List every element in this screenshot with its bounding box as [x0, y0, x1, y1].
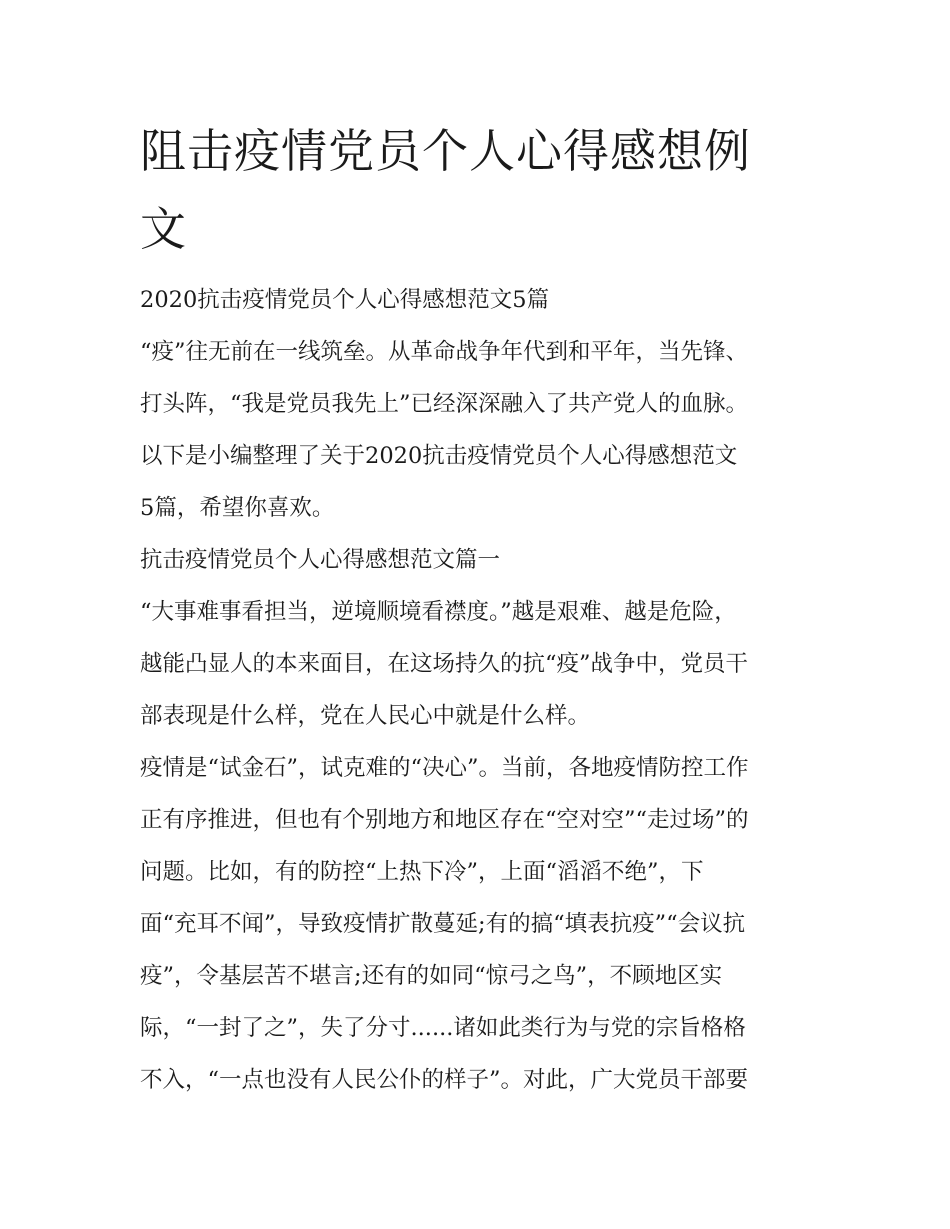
body-line: “大事难事看担当，逆境顺境看襟度。”越是艰难、越是危险，: [140, 599, 737, 625]
body-line: 以下是小编整理了关于2020抗击疫情党员个人心得感想范文: [140, 443, 738, 469]
body-line: 部表现是什么样，党在人民心中就是什么样。: [140, 703, 591, 729]
document-body: [140, 280, 812, 1112]
title-line: 阻击疫情党员个人心得感想例: [140, 124, 751, 178]
body-line: 面“充耳不闻”，导致疫情扩散蔓延;有的搞“填表抗疫”“会议抗: [140, 911, 746, 937]
section-heading-line: 抗击疫情党员个人心得感想范文篇一: [140, 547, 501, 573]
subtitle-line: 2020抗击疫情党员个人心得感想范文5篇: [140, 287, 550, 313]
body-line: 越能凸显人的本来面目，在这场持久的抗“疫”战争中，党员干: [140, 651, 749, 677]
body-line: 正有序推进，但也有个别地方和地区存在“空对空”“走过场”的: [140, 807, 749, 833]
body-line: 5篇，希望你喜欢。: [140, 495, 335, 521]
body-line: 疫情是“试金石”，试克难的“决心”。当前，各地疫情防控工作: [140, 755, 749, 781]
body-line: “疫”往无前在一线筑垒。从革命战争年代到和平年，当先锋、: [140, 339, 749, 365]
body-line: 打头阵，“我是党员我先上”已经深深融入了共产党人的血脉。: [140, 391, 749, 417]
body-line: 问题。比如，有的防控“上热下冷”，上面“滔滔不绝”，下: [140, 859, 704, 885]
body-line: 疫”，令基层苦不堪言;还有的如同“惊弓之鸟”，不顾地区实: [140, 963, 723, 989]
title-line: 文: [140, 202, 187, 256]
body-line: 不入，“一点也没有人民公仆的样子”。对此，广大党员干部要: [140, 1067, 749, 1093]
document-title: [140, 112, 820, 268]
body-line: 际，“一封了之”，失了分寸......诸如此类行为与党的宗旨格格: [140, 1015, 746, 1041]
